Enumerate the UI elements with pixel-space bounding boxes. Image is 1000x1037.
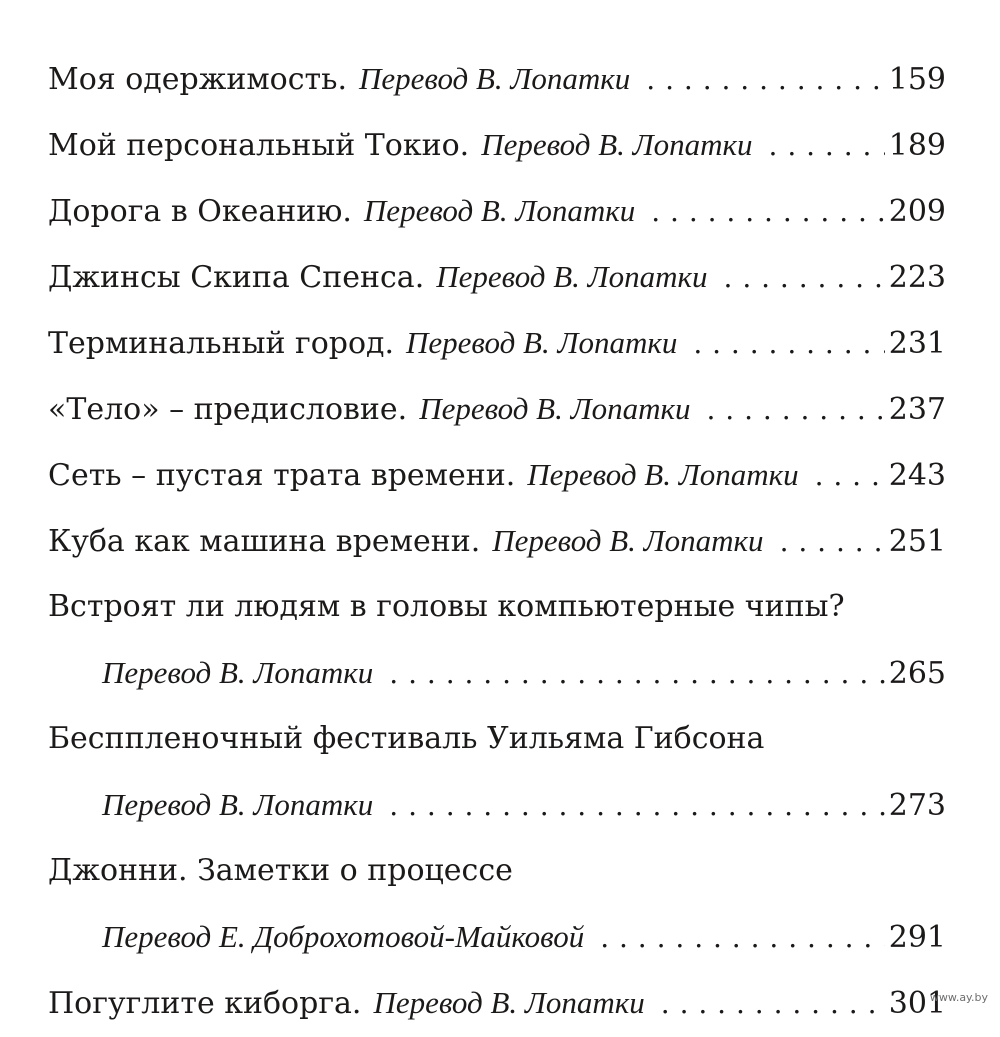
entry-translator: Перевод Е. Доброхотовой-Майковой bbox=[102, 919, 585, 954]
leader-dots bbox=[646, 47, 884, 113]
leader-dots bbox=[389, 773, 884, 839]
leader-dots bbox=[600, 905, 885, 971]
toc-entry bbox=[48, 376, 946, 442]
entry-translator: Перевод В. Лопатки bbox=[102, 787, 374, 822]
entry-translator: Перевод В. Лопатки bbox=[419, 391, 691, 426]
entry-page-number: 291 bbox=[888, 920, 946, 955]
leader-dots bbox=[693, 311, 884, 377]
toc-entry bbox=[48, 442, 946, 508]
toc-entry bbox=[48, 244, 946, 310]
leader-dots bbox=[706, 377, 884, 443]
leader-dots bbox=[815, 443, 885, 509]
toc-entry bbox=[48, 178, 946, 244]
entry-page-number: 209 bbox=[888, 194, 946, 229]
entry-title: Дорога в Океанию. bbox=[48, 194, 352, 229]
entry-page-number: 189 bbox=[888, 128, 946, 163]
entry-title: Бесппленочный фестиваль Уильяма Гибсона bbox=[48, 721, 765, 756]
entry-title: Джинсы Скипа Спенса. bbox=[48, 260, 425, 295]
toc-entry bbox=[48, 574, 946, 706]
entry-page-number: 273 bbox=[888, 788, 946, 823]
entry-translator: Перевод В. Лопатки bbox=[363, 193, 636, 228]
entry-title: Моя одержимость. bbox=[48, 62, 347, 97]
entry-title: Терминальный город. bbox=[48, 326, 395, 361]
entry-translator: Перевод В. Лопатки bbox=[436, 259, 708, 294]
site-watermark: www.ay.by bbox=[929, 991, 988, 1004]
toc-entry bbox=[48, 508, 946, 574]
entry-translator: Перевод В. Лопатки bbox=[492, 523, 764, 558]
toc-entry bbox=[48, 112, 946, 178]
entry-title: Сеть – пустая трата времени. bbox=[48, 458, 516, 493]
entry-title: Погуглите киборга. bbox=[48, 986, 362, 1021]
entry-page-number: 159 bbox=[888, 62, 946, 97]
entry-title: Мой персональный Токио. bbox=[48, 128, 470, 163]
entry-page-number: 265 bbox=[888, 656, 946, 691]
entry-title: Куба как машина времени. bbox=[48, 524, 481, 559]
entry-page-number: 223 bbox=[888, 260, 946, 295]
toc-entry bbox=[48, 838, 946, 970]
toc-entry bbox=[48, 706, 946, 838]
entry-translator: Перевод В. Лопатки bbox=[102, 655, 374, 690]
entry-page-number: 237 bbox=[888, 392, 946, 427]
toc-entry bbox=[48, 310, 946, 376]
leader-dots bbox=[769, 113, 885, 179]
leader-dots bbox=[651, 179, 885, 245]
entry-page-number: 251 bbox=[888, 524, 946, 559]
leader-dots bbox=[661, 971, 885, 1037]
entry-translator: Перевод В. Лопатки bbox=[359, 61, 631, 96]
entry-translator: Перевод В. Лопатки bbox=[481, 127, 753, 162]
entry-title: Джонни. Заметки о процессе bbox=[48, 853, 513, 888]
entry-page-number: 243 bbox=[888, 458, 946, 493]
entry-translator: Перевод В. Лопатки bbox=[373, 985, 645, 1020]
toc-entry bbox=[48, 970, 946, 1036]
entry-title: Встроят ли людям в головы компьютерные чипы? bbox=[48, 589, 845, 624]
entry-page-number: 231 bbox=[888, 326, 946, 361]
leader-dots bbox=[389, 641, 884, 707]
entry-translator: Перевод В. Лопатки bbox=[406, 325, 678, 360]
leader-dots bbox=[724, 245, 885, 311]
table-of-contents bbox=[48, 46, 946, 1036]
leader-dots bbox=[780, 509, 885, 575]
entry-page-number: 301 bbox=[888, 986, 946, 1021]
toc-entry bbox=[48, 46, 946, 112]
entry-title: «Тело» – предисловие. bbox=[48, 392, 408, 427]
entry-translator: Перевод В. Лопатки bbox=[527, 457, 799, 492]
